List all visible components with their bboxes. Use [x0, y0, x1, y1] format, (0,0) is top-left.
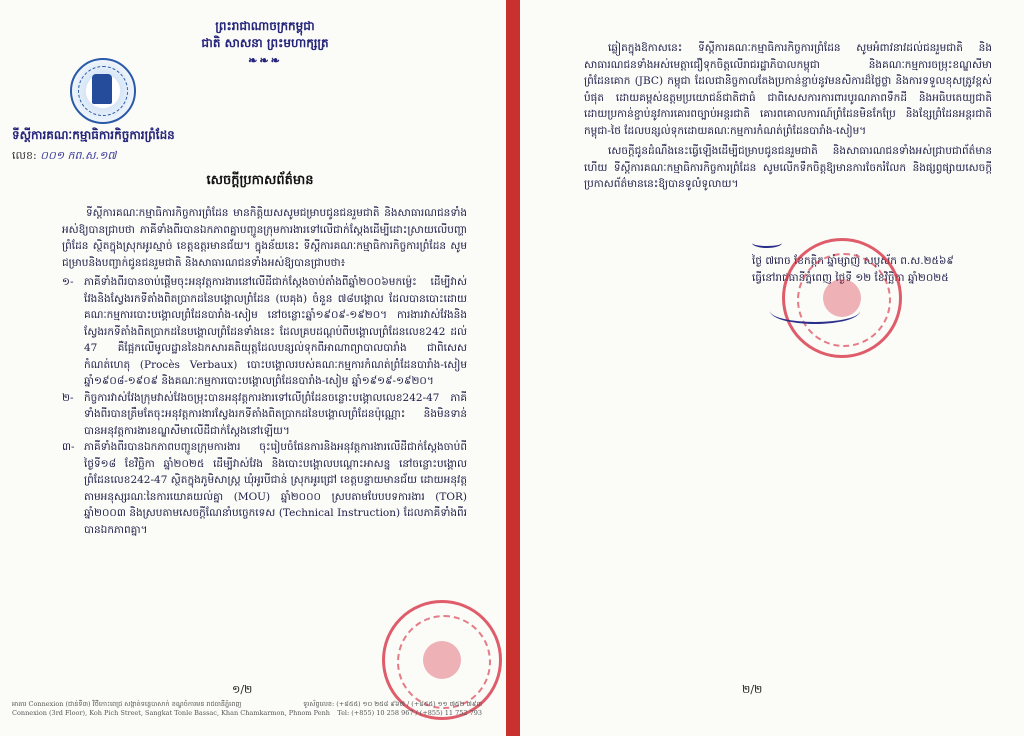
closing-paragraph: សេចក្តីជូនដំណឹងនេះធ្វើឡើងដើម្បីជម្រាបជូនជនរួមជាតិ និងសាធារណជនទាំងអស់ជ្រាបជាព័ត៌មាន ហើយ ទីស្តីការគណៈកម្មាធិការកិច្ចការព្រំដែន សូមលើកទឹកចិត្តឱ្យមានការចែករំលែក និងផ្សព្វផ្សាយសេចក្តីប្រកាសព័ត៌មាននេះឱ្យបានទូលំទូលាយ។ — [584, 145, 992, 190]
footer-address-khmer: អាគារ Connexion (ជាន់ទី៣) វិថីកោះពេជ្រ សង្កាត់ទន្លេបាសាក់ ខណ្ឌចំការមន រាជធានីភ្នំពេញ — [12, 700, 242, 708]
page-one-number: ១/២ — [232, 683, 253, 696]
footer-address-english: Connexion (3rd Floor), Koh Pich Street, Sangkat Tonle Bassac, Khan Chamkarmon, Phnom Penh — [12, 709, 330, 717]
footer-phone-english: Tel: (+855) 10 258 967 / (+855) 11 752 793 — [337, 709, 482, 717]
page-one — [0, 0, 506, 736]
reference-value: ០០១ កព.ស.១៧ — [40, 149, 117, 162]
national-motto: ជាតិ សាសនា ព្រះមហាក្សត្រ — [201, 36, 329, 50]
signature-icon — [770, 298, 860, 324]
list-item — [62, 390, 467, 440]
intro-paragraph: ទីស្តីការគណៈកម្មាធិការកិច្ចការព្រំដែន មានកិត្តិយសសូមជម្រាបជូនជនរួមជាតិ និងសាធារណជនទាំងអស់ឱ្យបានជ្រាបថា ភាគីទាំងពីរបានឯកភាពគ្នាបញ្ជូនក្រុមការងារទៅលើជាក់ស្តែងដើម្បីដោះស្រាយលើបញ្ហាព្រំដែន ស្ថិតក្នុងស្រុកអូរស្មាច់ ខេត្តឧត្តរមានជ័យ។ ក្នុងន័យនេះ ទីស្តីការគណៈកម្មាធិការកិច្ចការព្រំដែន សូមជម្រាបនិងបញ្ជាក់ជូនជនរួមជាតិ និងសាធារណជនទាំងអស់ឱ្យបានជ្រាបថា៖ — [62, 207, 467, 269]
document-heading: សេចក្តីប្រកាសព័ត៌មាន — [206, 173, 314, 188]
list-item — [62, 439, 467, 538]
organization-name: ទីស្តីការគណៈកម្មាធិការកិច្ចការព្រំដែន — [12, 128, 175, 142]
reference-label: លេខ: — [12, 149, 37, 162]
footer-phone-khmer: ទូរស័ព្ទលេខ: (+៨៥៥) ១០ ២៥៨ ៩៦៧ / (+៨៥៥) ១១ ៧៥២ ៧៩៣ — [303, 700, 482, 708]
page-divider — [506, 0, 520, 736]
list-item-text: កិច្ចការវាស់វែងក្រុមវាស់វែងចម្រុះបានអនុវត្តការងារទៅលើព្រំដែនចន្លោះបង្គោលលេខ242-47 ភាគីទាំងពីរបានត្រឹមតែចុះអនុវត្តការងារស្វែងរកទីតាំងពិតប្រាកដនៃបង្គោលព្រំដែនប៉ុណ្ណោះ និងមិនទាន់បានអនុវត្តការងារខណ្ឌសីមាលើដីជាក់ស្តែងនៅឡើយ។ — [84, 391, 467, 437]
solar-date: ធ្វើនៅរាជធានីភ្នំពេញ ថ្ងៃទី ១២ ខែវិច្ឆិកា ឆ្នាំ២០២៥ — [752, 272, 949, 284]
list-item-text: ភាគីទាំងពីរបានឯកភាពបញ្ជូនក្រុមការងារ ចុះរៀបចំផែនការនិងអនុវត្តការងារលើដីជាក់ស្តែងចាប់ពីថ្ងៃទី១៨ ខែវិច្ឆិកា ឆ្នាំ២០២៥ ដើម្បីវាស់វែង និងបោះបង្គោលបណ្តោះអាសន្ន នៅចន្លោះបង្គោលព្រំដែនលេខ242-47 ស្ថិតក្នុងភូមិសាស្ត្រ ឃុំអូរបីជាន់ ស្រុកអូរជ្រៅ ខេត្តបន្ទាយមានជ័យ ដោយអនុវត្តតាមអនុស្សរណៈនៃការយោគយល់គ្នា (MOU) ឆ្នាំ២០០០ ស្របតាមបែបបទការងារ (TOR) ឆ្នាំ២០០៣ និងស្របតាមសេចក្តីណែនាំបច្ចេកទេស (Technical Instruction) ដែលភាគីទាំងពីរបានឯកភាពគ្នា។ — [84, 441, 467, 536]
list-item — [62, 274, 467, 390]
letterhead-footer — [12, 700, 482, 718]
lunar-date: ថ្ងៃ ៧រោច ខែកត្តិក ឆ្នាំម្សាញ់ សប្តស័ក ព.ស.២៥៦៩ — [752, 255, 954, 267]
initial-signature-icon — [752, 238, 782, 248]
appeal-paragraph: ឆ្លៀតក្នុងឱកាសនេះ ទីស្តីការគណៈកម្មាធិការកិច្ចការព្រំដែន សូមអំពាវនាវដល់ជនរួមជាតិ និងសាធារណជនទាំងអស់មេត្តាជឿទុកចិត្តលើរាជរដ្ឋាភិបាលកម្ពុជា និងគណៈកម្មការចម្រុះខណ្ឌសីមាព្រំដែនគោក (JBC) កម្ពុជា ដែលជានិច្ចកាលតែងប្រកាន់ខ្ជាប់នូវមនសិការដ៏ថ្លៃថ្លា និងការទទួលខុសត្រូវខ្ពស់បំផុត ដោយគម្ពស់ឧត្តមប្រយោជន៍ជាតិជាធំ ជាពិសេសការការពារបូរណភាពទឹកដី និងអធិបតេយ្យជាតិ ដោយប្រកាន់ខ្ជាប់នូវការគោរពច្បាប់អន្តរជាតិ គោរពគោលការណ៍ព្រំដែនមិនកែប្រែ និងខ្សែព្រំដែនអន្តរជាតិ កម្ពុជា-ថៃ ដែលបន្សល់ទុកដោយគណៈកម្មការកំណត់ព្រំដែនបារាំង-សៀម។ — [584, 42, 992, 137]
page-two-body — [584, 40, 992, 197]
header-ornament: ❧❧❧ — [248, 54, 282, 67]
list-item-text: ភាគីទាំងពីរបានចាប់ផ្តើមចុះអនុវត្តការងារនៅលើដីជាក់ស្តែងចាប់តាំងពីឆ្នាំ២០០៦មកម្ល៉េះ ដើម្បីវាស់វែងនិងស្វែងរកទីតាំងពិតប្រាកដនៃបង្គោលព្រំដែន (បេគុង) ចំនួន ៧៨បង្គោល ដែលបានបោះដោយគណៈកម្មការបោះបង្គោលព្រំដែនបារាំង-សៀម នៅចន្លោះឆ្នាំ១៩០៩-១៩២០។ ការងារវាស់វែងនិងស្វែងរកទីតាំងពិតប្រាកដនៃបង្គោលព្រំដែនទាំងនេះ ដែលគ្របដណ្តប់ពីបង្គោលព្រំដែនលេខ242 ដល់ 47 គឺផ្អែកលើមូលដ្ឋាននៃឯកសារគតិយុត្តដែលបន្សល់ទុកពីអាណាព្យាបាលបារាំង ជាពិសេសកំណត់ហេតុ (Procès Verbaux) បោះបង្គោលរបស់គណៈកម្មការកំណត់ព្រំដែនបារាំង-សៀម ឆ្នាំ១៩០៨-១៩០៩ និងគណៈកម្មការបោះបង្គោលព្រំដែនបារាំង-សៀម ឆ្នាំ១៩១៩-១៩២០។ — [84, 276, 467, 387]
list-item-number: ១- — [62, 276, 74, 288]
kingdom-header — [180, 18, 350, 69]
kingdom-title: ព្រះរាជាណាចក្រកម្ពុជា — [215, 19, 315, 33]
page-one-body — [62, 205, 467, 538]
page-two — [520, 0, 1024, 736]
list-item-number: ៣- — [62, 441, 75, 453]
reference-number — [12, 149, 116, 165]
list-item-number: ២- — [62, 391, 74, 404]
secretariat-logo-icon — [70, 58, 136, 124]
page-two-number: ២/២ — [742, 683, 763, 696]
